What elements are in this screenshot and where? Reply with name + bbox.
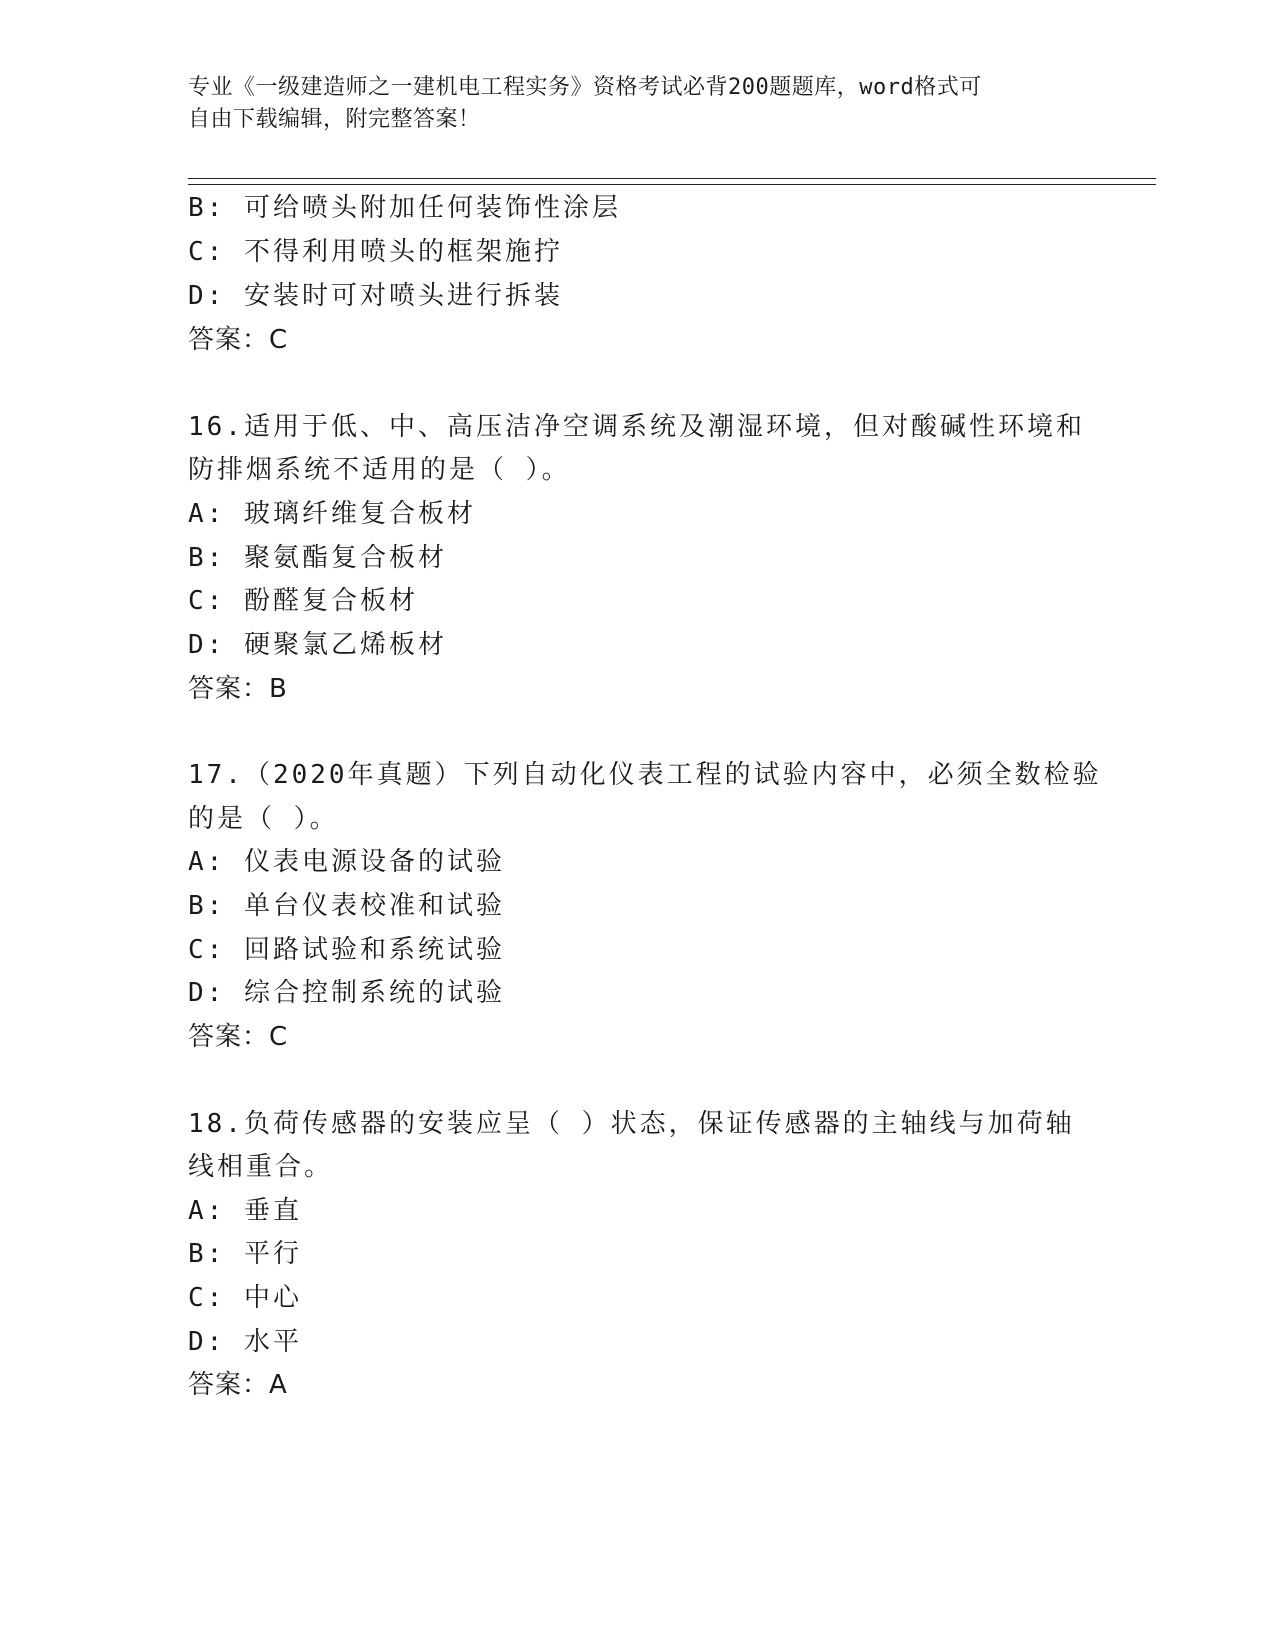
q16-stem-line-2: 防排烟系统不适用的是（ ）。 xyxy=(188,455,571,485)
q18-stem-line-2: 线相重合。 xyxy=(188,1152,334,1182)
q18-option-b: B: 平行 xyxy=(188,1239,302,1269)
q17-option-d: D: 综合控制系统的试验 xyxy=(188,978,505,1008)
header-divider-top xyxy=(188,178,1156,179)
q16-option-b: B: 聚氨酯复合板材 xyxy=(188,543,447,573)
q18-option-a: A: 垂直 xyxy=(188,1196,302,1226)
q17-option-a: A: 仪表电源设备的试验 xyxy=(188,847,505,877)
header-line-2: 自由下载编辑，附完整答案！ xyxy=(188,107,481,132)
q18-answer: 答案：A xyxy=(188,1370,288,1400)
q16-option-d: D: 硬聚氯乙烯板材 xyxy=(188,630,447,660)
q15-option-c: C: 不得利用喷头的框架施拧 xyxy=(188,237,563,267)
q16-option-a: A: 玻璃纤维复合板材 xyxy=(188,499,476,529)
q15-answer: 答案：C xyxy=(188,325,289,355)
q16-stem-line-1: 16.适用于低、中、高压洁净空调系统及潮湿环境，但对酸碱性环境和 xyxy=(188,412,1085,442)
q18-option-d: D: 水平 xyxy=(188,1327,302,1357)
q16-answer: 答案：B xyxy=(188,674,288,704)
page-header xyxy=(188,72,1078,136)
q18-stem-line-1: 18.负荷传感器的安装应呈（ ）状态，保证传感器的主轴线与加荷轴 xyxy=(188,1109,1075,1139)
q17-option-b: B: 单台仪表校准和试验 xyxy=(188,891,505,921)
header-line-1: 专业《一级建造师之一建机电工程实务》资格考试必背200题题库，word格式可 xyxy=(188,75,982,100)
q18-option-c: C: 中心 xyxy=(188,1283,302,1313)
q16-option-c: C: 酚醛复合板材 xyxy=(188,586,418,616)
q17-answer: 答案：C xyxy=(188,1022,289,1052)
q15-option-d: D: 安装时可对喷头进行拆装 xyxy=(188,281,563,311)
header-divider-bottom xyxy=(188,184,1156,185)
q17-stem-line-1: 17.（2020年真题）下列自动化仪表工程的试验内容中，必须全数检验 xyxy=(188,760,1102,790)
q15-option-b: B: 可给喷头附加任何装饰性涂层 xyxy=(188,193,621,223)
q17-stem-line-2: 的是（ ）。 xyxy=(188,804,339,834)
q17-option-c: C: 回路试验和系统试验 xyxy=(188,935,505,965)
